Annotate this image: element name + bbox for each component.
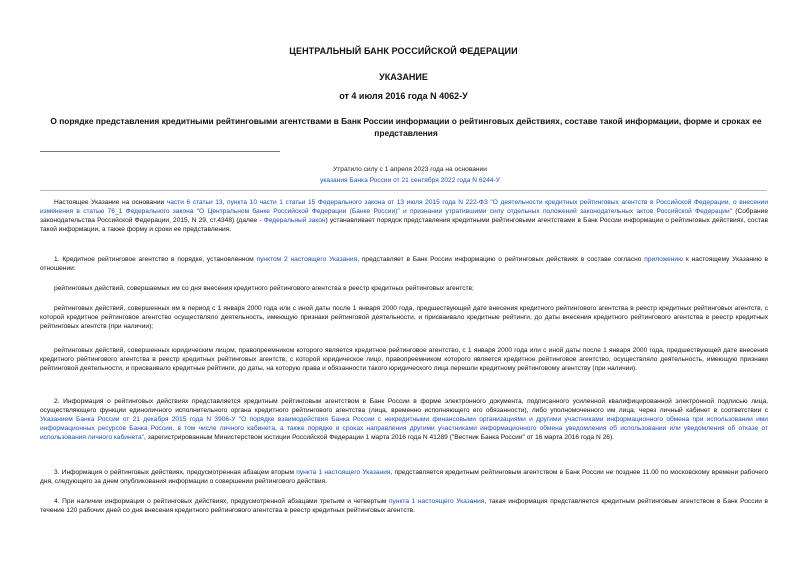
paragraph-1c: рейтинговых действий, совершенных юридическим лицом, правопреемником которого является кредитное рейтинговое агентство, с 1 января 2000 года или с иной даты после 1 января 2000 года, предшествующей дате внесения кредитного рейтингового агентства в реестр кредитных рейтинговых агентств, с которой юридическое лицо, правопреемником которого является кредитное рейтинговое агентство, осуществляло деятельность, имеющую признаки рейтинговой деятельности, и присваивало кредитные рейтинги, до даты, на которую права и обязанности такого юридического лица перешли кредитному рейтинговому агентству (при наличии). [40,347,768,372]
point-2-link[interactable]: пунктом 2 настоящего Указания [256,256,358,263]
paragraph-1 [40,256,768,274]
point-1-link[interactable]: пункта 1 настоящего Указания [296,469,391,476]
p1-text-2: , представляет в Банк России информацию о рейтинговых действиях в составе согласно [357,256,645,263]
p3-text-1: 3. Информация о рейтинговых действиях, предусмотренная абзацем вторым [54,469,297,476]
law-link[interactable]: части 6 статьи 13, пункта 10 части 1 статьи 15 Федерального закона от 13 июля 2015 года N 222-ФЗ "О деятельности кредитных рейтинговых агентств в Российской Федерации, о внесении изменения в статью 76_1 Федерального закона "О Центральном банке Российской Федерации (Банке России)" и признании утратившими силу отдельных положений законодательных актов Российской Федерации" [40,199,769,215]
paragraph-1a: рейтинговых действий, совершаемых им со дня внесения кредитного рейтингового агентства в реестр кредитных рейтинговых агентств; [54,285,474,292]
paragraph-3 [40,469,768,487]
p3-text-2: , представляется кредитным рейтинговым агентством в Банк России не позднее 11.00 по московскому времени рабочего дня, следующего за днем опубликования информации о совершении рейтингового действия. [40,469,769,485]
paragraph-1b: рейтинговых действий, совершенных им в период с 1 января 2000 года или с иной даты после 1 января 2000 года, предшествующей дате внесения кредитного рейтингового агентства в реестр кредитных рейтинговых агентств, с которой кредитное рейтинговое агентство осуществляло деятельность, имеющую признаки рейтинговой деятельности, и присваивало кредитные рейтинги, до даты внесения кредитного рейтингового агентства в реестр кредитных рейтинговых агентств (при наличии); [40,305,768,330]
expired-text: Утратило силу с 1 апреля 2023 года на основании [333,166,487,173]
doc-date-number: от 4 июля 2016 года N 4062-У [339,91,468,101]
federal-law-link[interactable]: Федеральный закон [263,216,326,224]
p1-text-1: 1. Кредитное рейтинговое агентство в порядке, установленном [54,256,257,263]
expired-notice [260,164,560,186]
title-divider [40,151,280,152]
point-1-link-2[interactable]: пункта 1 настоящего Указания [388,498,485,505]
paragraph-2 [40,398,768,443]
intro-text-3: ) устанавливает порядок представления кредитными рейтинговыми агентствами в Банк России информации о рейтинговых действиях, состав такой информации, а также форму и сроки ее представления. [40,216,768,233]
doc-type: УКАЗАНИЕ [379,72,428,82]
expired-link[interactable]: указания Банка России от 21 сентября 2022 года N 6244-У [320,177,500,184]
intro-text-1: Настоящее Указание на основании [54,199,167,206]
p2-text-2: , зарегистрированным Министерством юстиции Российской Федерации 1 марта 2016 года N 41289 ("Вестник Банка России" от 16 марта 2016 года N 26). [144,433,614,441]
p4-text-2: , такая информация представляется кредитным рейтинговым агентством в Банк России в течение 120 рабочих дней со дня внесения кредитного рейтингового агентства в реестр кредитных рейтинговых агентств. [40,498,768,514]
notice-divider [40,190,767,191]
org-header: ЦЕНТРАЛЬНЫЙ БАНК РОССИЙСКОЙ ФЕДЕРАЦИИ [289,46,518,56]
p1-text-3: к настоящему Указанию в отношении: [40,256,768,272]
document-title: О порядке представления кредитными рейтинговыми агентствами в Банк России информации о рейтинговых действиях, составе такой информации, форме и сроках ее представления [50,116,762,138]
appendix-link[interactable]: приложению [644,256,684,263]
p2-text-1: 2. Информация о рейтинговых действиях представляется кредитным рейтинговым агентством в Банк России в форме электронного документа, подписанного усиленной квалифицированной электронной подписью лица, осуществляющего функции единоличного исполнительного органа кредитного рейтингового агентства (лица, временно исполняющего его обязанности), либо уполномоченного им лица, через личный кабинет в соответствии с [40,398,768,414]
paragraph-intro [40,199,768,235]
paragraph-4 [40,498,768,516]
p4-text-1: 4. При наличии информации о рейтинговых действиях, предусмотренной абзацами третьим и четвертым [54,498,389,505]
directive-3906-link[interactable]: Указанием Банка России от 21 декабря 2015 года N 3906-У "О порядке взаимодействия Банка России с некредитными финансовыми организациями и другими участниками информационного обмена при использовании ими информационных ресурсов Банка России, в том числе личного кабинета, а также порядке и сроках направления другими участниками информационного обмена уведомления об использовании или уведомления об отказе от использования личного кабинета" [40,415,768,441]
intro-text-2: (Собрание законодательства Российской Федерации, 2015, N 29, ст.4348) (далее - [40,207,768,224]
